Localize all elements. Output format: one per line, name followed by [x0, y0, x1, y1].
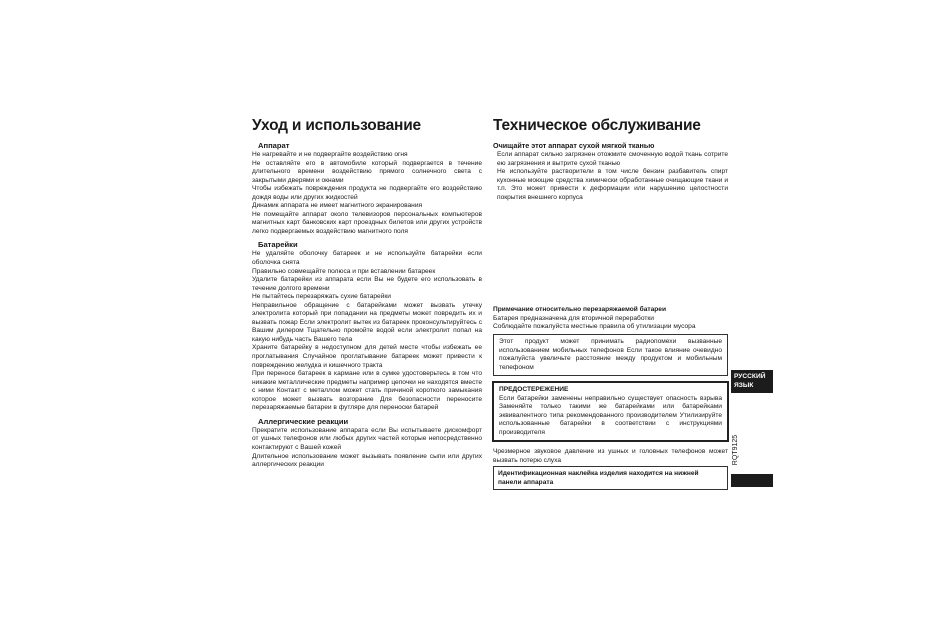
unit-paragraphs	[252, 151, 482, 236]
batteries-paragraph: Правильно совмещайте полюса и при вставлении батареек	[252, 267, 436, 275]
allergy-heading: Аллергические реакции	[258, 416, 349, 426]
document-code	[729, 430, 743, 474]
batteries-paragraphs	[252, 250, 482, 412]
maintenance-paragraph: Не используйте растворители в том числе бензин разбавитель спирт кухонные моющие средства химически обработанные очищающие ткани и т.п. Это может привести к деформации или нарушению целостности покрытия внешнего корпуса	[497, 168, 728, 201]
caution-title: ПРЕДОСТЕРЕЖЕНИЕ	[499, 386, 569, 393]
batteries-heading: Батарейки	[258, 240, 298, 250]
unit-paragraph: Не помещайте аппарат около телевизоров персональных компьютеров магнитных карт банковских карт проездных билетов или других устройств легко подвергаемых воздействию магнитного поля	[252, 210, 482, 235]
batteries-paragraph: Неправильное обращение с батарейками может вызвать утечку электролита который при попадании на предметы может повредить их и вызвать пожар Если электролит вытек из батареек проконсультируйтесь с Вашим дилером Тщательно промойте водой если электролит попал на какую нибудь часть Вашего тела	[252, 301, 482, 343]
maintenance-paragraphs	[493, 151, 728, 202]
bottom-black-tab	[731, 474, 773, 487]
radio-interference-text: Этот продукт может принимать радиопомехи вызванные использованием мобильных телефонов Если такое влияние очевидно пожалуйста увеличьте расстояние между продуктом и мобильным телефоном	[499, 338, 722, 371]
allergy-paragraph: Прекратите использование аппарата если Вы испытываете дискомфорт от ушных телефонов или любых других частей которые непосредственно контактируют с Вашей кожей	[252, 426, 482, 451]
batteries-paragraph: Не удаляйте оболочку батареек и не используйте батарейки если оболочка снята	[252, 250, 482, 267]
batteries-paragraph: Не пытайтесь перезаряжать сухие батарейки	[252, 293, 391, 301]
unit-paragraph: Не оставляйте его в автомобиле который подвергается в течение длительного времени воздействию прямого солнечного света с закрытыми дверями и окнами	[252, 159, 482, 184]
hearing-warning	[493, 448, 728, 465]
caution-text: Если батарейки заменены неправильно существует опасность взрыва Заменяйте только такими же батарейками или батарейками эквивалентного типа рекомендованного производителем Утилизируйте использованные батарейки в соответствии с инструкциями производителя	[499, 394, 722, 436]
batteries-paragraph: Храните батарейку в недоступном для детей месте чтобы избежать ее проглатывания Случайное проглатывание батареек может привести к повреждению желудка и кишечного тракта	[252, 344, 482, 369]
hearing-warning-text: Чрезмерное звуковое давление из ушных и головных телефонов может вызвать потерю слуха	[493, 448, 728, 464]
allergy-paragraphs	[252, 427, 482, 470]
allergy-paragraph: Длительное использование может вызывать появление сыпи или других аллергических реакции	[252, 452, 482, 469]
care-and-use-title: Уход и использование	[252, 117, 421, 134]
language-tab-line: ЯЗЫК	[734, 381, 754, 389]
care-and-use-column	[252, 117, 482, 470]
maintenance-title: Техническое обслуживание	[493, 117, 701, 134]
rechargeable-battery-note	[493, 306, 728, 332]
unit-paragraph: Не нагревайте и не подвергайте воздействию огня	[252, 151, 408, 158]
unit-heading: Аппарат	[258, 141, 290, 150]
rechargeable-note-title: Примечание относительно перезаряжаемой батареи	[493, 306, 667, 313]
batteries-paragraph: Удалите батарейки из аппарата если Вы не будете его использовать в течение долгого времени	[252, 276, 482, 292]
language-tab	[731, 370, 773, 393]
document-code-text: RQT9125	[732, 434, 739, 466]
rechargeable-note-line: Соблюдайте пожалуйста местные правила об утилизации мусора	[493, 323, 696, 331]
rechargeable-note-line: Батарея предназначена для вторичной переработки	[493, 314, 654, 322]
batteries-paragraph: При переносе батареек в кармане или в сумке удостоверьтесь в том что никакие металлические предметы например цепочки не находятся вместе с ними Контакт с металлом может стать причиной короткого замыкания которое может вызвать возгорание Для безопасности переносите перезаряжаемые батареи в футляре для переноски батарей	[252, 370, 482, 412]
maintenance-paragraph: Если аппарат сильно загрязнен отожмите смоченную водой ткань сотрите ею загрязнения и вытрите сухой тканью	[497, 151, 728, 167]
unit-paragraph: Динамик аппарата не имеет магнитного экранирования	[252, 202, 423, 210]
unit-paragraph: Чтобы избежать повреждения продукта не подвергайте его воздействию дождя воды или других жидкостей	[252, 185, 482, 201]
caution-box	[492, 381, 729, 442]
maintenance-subtitle: Очищайте этот аппарат сухой мягкой тканью	[493, 141, 655, 150]
maintenance-column	[493, 117, 728, 202]
id-label-text: Идентификационная наклейка изделия находится на нижней панели аппарата	[498, 470, 699, 486]
radio-interference-box	[493, 334, 728, 376]
language-tab-line: РУССКИЙ	[734, 373, 766, 380]
id-label-box	[493, 466, 728, 490]
